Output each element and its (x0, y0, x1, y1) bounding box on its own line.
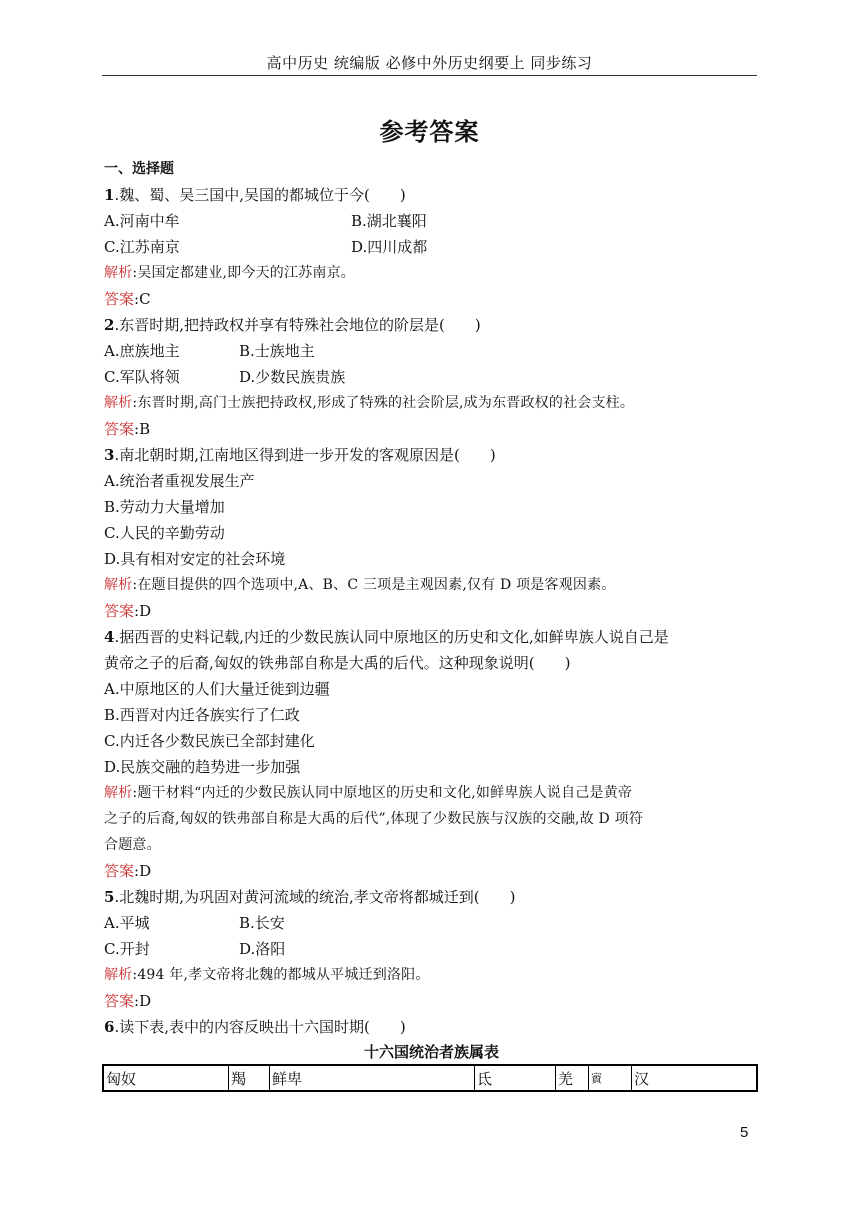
question-number: 3 (104, 446, 115, 464)
analysis-text: :494 年,孝文帝将北魏的都城从平城迁到洛阳。 (132, 967, 430, 983)
question-text: .北魏时期,为巩固对黄河流域的统治,孝文帝将都城迁到( ) (114, 888, 516, 906)
answer-content (104, 156, 759, 1092)
analysis-text: :题干材料“内迁的少数民族认同中原地区的历史和文化,如鲜卑族人说自己是黄帝 (132, 785, 633, 801)
question-3-analysis (104, 572, 759, 598)
option-c: C.开封 (104, 940, 150, 958)
question-number: 4 (104, 628, 115, 646)
question-4-answer (104, 858, 759, 884)
question-5-options-row-1 (104, 910, 759, 936)
analysis-text: :吴国定都建业,即今天的江苏南京。 (132, 265, 355, 281)
analysis-label: 解析 (104, 265, 133, 281)
tribe-table (102, 1064, 758, 1092)
question-4-analysis-line-2: 之子的后裔,匈奴的铁弗部自称是大禹的后代”,体现了少数民族与汉族的交融,故 D 项符 (104, 811, 644, 827)
question-4-stem-line-1 (104, 624, 759, 650)
option-b: B.长安 (239, 914, 285, 932)
option-a: A.庶族地主 (104, 342, 180, 360)
question-3-answer (104, 598, 759, 624)
analysis-text: :在题目提供的四个选项中,A、B、C 三项是主观因素,仅有 D 项是客观因素。 (132, 577, 616, 593)
question-text: .据西晋的史料记载,内迁的少数民族认同中原地区的历史和文化,如鲜卑族人说自己是 (114, 628, 669, 646)
question-number: 2 (104, 316, 115, 334)
question-1-options-row-2 (104, 234, 759, 260)
question-4-stem-line-2: 黄帝之子的后裔,匈奴的铁弗部自称是大禹的后代。这种现象说明( ) (104, 654, 571, 672)
question-2-answer (104, 416, 759, 442)
question-1-stem (104, 182, 759, 208)
answer-text: :D (134, 862, 152, 880)
option-d: D.民族交融的趋势进一步加强 (104, 758, 301, 776)
answer-text: :C (134, 290, 151, 308)
table-cell: 氐 (475, 1065, 556, 1091)
table-cell: 羌 (556, 1065, 589, 1091)
table-cell: 羯 (229, 1065, 270, 1091)
answer-label: 答案 (104, 420, 135, 438)
option-b: B.湖北襄阳 (351, 212, 427, 230)
table-cell: 匈奴 (103, 1065, 229, 1091)
option-d: D.四川成都 (351, 238, 428, 256)
question-text: .东晋时期,把持政权并享有特殊社会地位的阶层是( ) (114, 316, 481, 334)
answer-label: 答案 (104, 602, 135, 620)
page-title: 参考答案 (379, 117, 480, 146)
question-1-options-row-1 (104, 208, 759, 234)
option-d: D.具有相对安定的社会环境 (104, 550, 286, 568)
answer-label: 答案 (104, 862, 135, 880)
option-d: D.少数民族贵族 (239, 368, 346, 386)
option-b: B.西晋对内迁各族实行了仁政 (104, 706, 300, 724)
option-b: B.士族地主 (239, 342, 315, 360)
option-c: C.江苏南京 (104, 238, 180, 256)
answer-text: :D (134, 992, 152, 1010)
question-2-options-row-2 (104, 364, 759, 390)
question-4-analysis-line-3: 合题意。 (104, 837, 161, 853)
option-c: C.人民的辛勤劳动 (104, 524, 225, 542)
question-2-analysis (104, 390, 759, 416)
question-4-analysis-line-1 (104, 780, 759, 806)
option-a: A.河南中牟 (104, 212, 180, 230)
question-6-stem (104, 1014, 759, 1040)
question-3-stem (104, 442, 759, 468)
section-heading: 一、选择题 (104, 161, 174, 177)
header-divider (102, 75, 757, 76)
question-number: 5 (104, 888, 115, 906)
question-2-stem (104, 312, 759, 338)
option-d: D.洛阳 (239, 940, 286, 958)
question-5-stem (104, 884, 759, 910)
question-5-answer (104, 988, 759, 1014)
answer-text: :D (134, 602, 152, 620)
question-text: .读下表,表中的内容反映出十六国时期( ) (114, 1018, 406, 1036)
question-number: 6 (104, 1018, 115, 1036)
table-cell: 鲜卑 (270, 1065, 475, 1091)
analysis-label: 解析 (104, 395, 133, 411)
answer-label: 答案 (104, 290, 135, 308)
answer-text: :B (134, 420, 151, 438)
analysis-label: 解析 (104, 967, 133, 983)
question-1-answer (104, 286, 759, 312)
option-b: B.劳动力大量增加 (104, 498, 225, 516)
question-text: .南北朝时期,江南地区得到进一步开发的客观原因是( ) (114, 446, 496, 464)
table-row (103, 1065, 757, 1091)
question-1-analysis (104, 260, 759, 286)
question-5-analysis (104, 962, 759, 988)
analysis-label: 解析 (104, 577, 133, 593)
analysis-text: :东晋时期,高门士族把持政权,形成了特殊的社会阶层,成为东晋政权的社会支柱。 (132, 395, 635, 411)
table-cell: 賨 (589, 1065, 632, 1091)
table-title: 十六国统治者族属表 (363, 1043, 499, 1061)
option-a: A.中原地区的人们大量迁徙到边疆 (104, 680, 330, 698)
question-5-options-row-2 (104, 936, 759, 962)
option-a: A.统治者重视发展生产 (104, 472, 255, 490)
option-a: A.平城 (104, 914, 150, 932)
analysis-label: 解析 (104, 785, 133, 801)
question-2-options-row-1 (104, 338, 759, 364)
option-c: C.内迁各少数民族已全部封建化 (104, 732, 315, 750)
answer-label: 答案 (104, 992, 135, 1010)
question-number: 1 (104, 186, 115, 204)
table-cell: 汉 (632, 1065, 758, 1091)
option-c: C.军队将领 (104, 368, 180, 386)
page-number: 5 (740, 1124, 749, 1141)
running-header: 高中历史 统编版 必修中外历史纲要上 同步练习 (266, 54, 593, 72)
question-text: .魏、蜀、吴三国中,吴国的都城位于今( ) (114, 186, 406, 204)
